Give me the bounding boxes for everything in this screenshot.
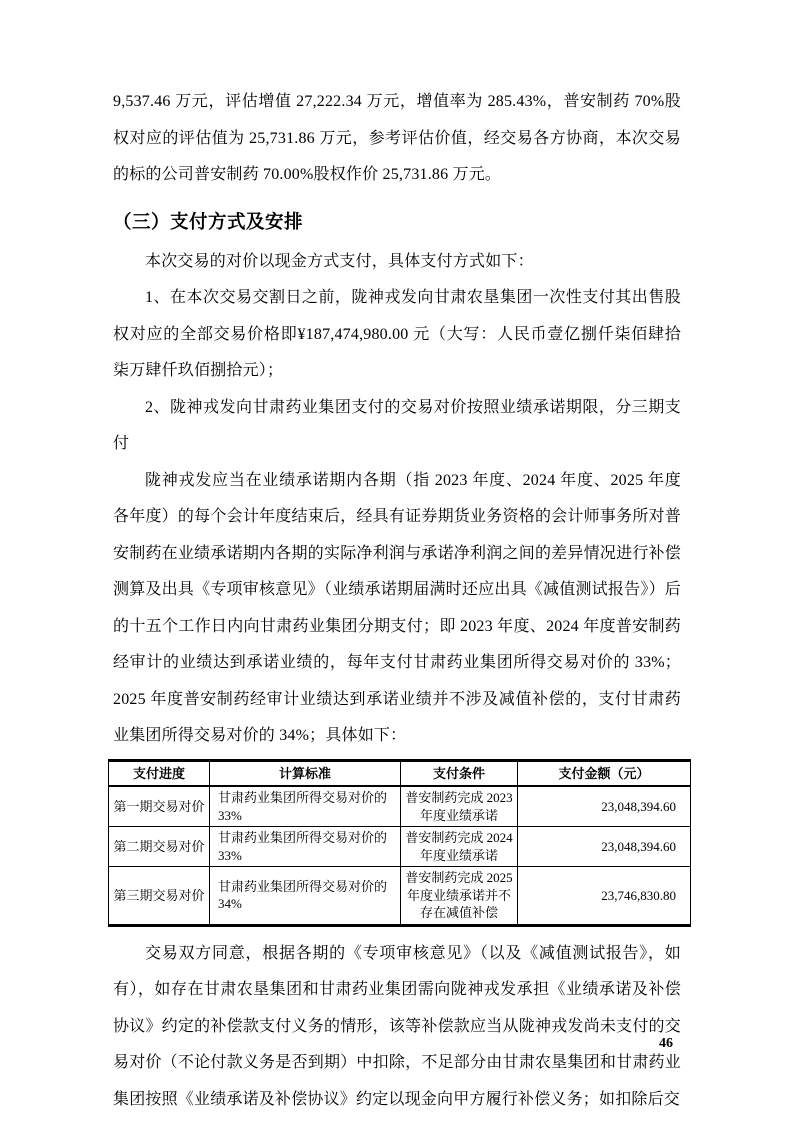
payment-schedule-table	[108, 759, 691, 927]
table-row	[109, 867, 691, 926]
table-row	[109, 786, 691, 827]
table-row	[109, 827, 691, 867]
column-header-condition: 支付条件	[401, 760, 518, 786]
cell-amount: 23,746,830.80	[518, 867, 691, 926]
paragraph-item-2: 2、陇神戎发向甘肃药业集团支付的交易对价按照业绩承诺期限，分三期支付	[113, 398, 681, 452]
column-header-standard: 计算标准	[210, 760, 401, 786]
paragraph-performance-commitment: 陇神戎发应当在业绩承诺期内各期（指 2023 年度、2024 年度、2025 年度各年度）的每个会计年度结束后，经具有证券期货业务资格的会计师事务所对普安制药在业绩承诺期内各期的实际净利润与承诺净利润之间的差异情况进行补偿测算及出具《专项审核意见》（业绩承诺期届满时还应出具《减值测试报告》）后的十五个工作日内向甘肃药业集团分期支付；即 2023 年度、2024 年度普安制药经审计的业绩达到承诺业绩的，每年支付甘肃药业集团所得交易对价的 33%；2025 年度普安制药经审计业绩达到承诺业绩并不涉及减值补偿的，支付甘肃药业集团所得交易对价的 34%；具体如下：	[113, 471, 681, 744]
cell-amount: 23,048,394.60	[518, 827, 691, 867]
cell-standard: 甘肃药业集团所得交易对价的 34%	[210, 867, 401, 926]
column-header-progress: 支付进度	[109, 760, 210, 786]
paragraph-continuation: 9,537.46 万元，评估增值 27,222.34 万元，增值率为 285.43%，普安制药 70%股权对应的评估值为 25,731.86 万元，参考评估价值，经交易各方协商，本次交易的标的公司普安制药 70.00%股权作价 25,731.86 万元。	[113, 93, 681, 183]
cell-progress: 第一期交易对价	[109, 786, 210, 827]
cell-condition: 普安制药完成 2023 年度业绩承诺	[401, 786, 518, 827]
page-number: 46	[659, 1036, 673, 1051]
cell-standard: 甘肃药业集团所得交易对价的 33%	[210, 786, 401, 827]
paragraph-compensation-deduction: 交易双方同意，根据各期的《专项审核意见》（以及《减值测试报告》，如有），如存在甘肃农垦集团和甘肃药业集团需向陇神戎发承担《业绩承诺及补偿协议》约定的补偿款支付义务的情形，该等补偿款应当从陇神戎发尚未支付的交易对价（不论付款义务是否到期）中扣除，不足部分由甘肃农垦集团和甘肃药业集团按照《业绩承诺及补偿协议》约定以现金向甲方履行补偿义务；如扣除后交	[113, 944, 681, 1108]
paragraph-payment-intro: 本次交易的对价以现金方式支付，具体支付方式如下：	[145, 252, 534, 270]
cell-condition: 普安制药完成 2025 年度业绩承诺并不存在减值补偿	[401, 867, 518, 926]
cell-condition: 普安制药完成 2024 年度业绩承诺	[401, 827, 518, 867]
cell-amount: 23,048,394.60	[518, 786, 691, 827]
column-header-amount: 支付金额（元）	[518, 760, 691, 786]
cell-progress: 第三期交易对价	[109, 867, 210, 926]
paragraph-item-1: 1、在本次交易交割日之前，陇神戎发向甘肃农垦集团一次性支付其出售股权对应的全部交易价格即¥187,474,980.00 元（大写：人民币壹亿捌仟柒佰肆拾柒万肆仟玖佰捌拾元）；	[113, 289, 681, 379]
cell-standard: 甘肃药业集团所得交易对价的 33%	[210, 827, 401, 867]
section-heading: （三）支付方式及安排	[113, 210, 304, 232]
cell-progress: 第二期交易对价	[109, 827, 210, 867]
table-header-row	[109, 760, 691, 786]
